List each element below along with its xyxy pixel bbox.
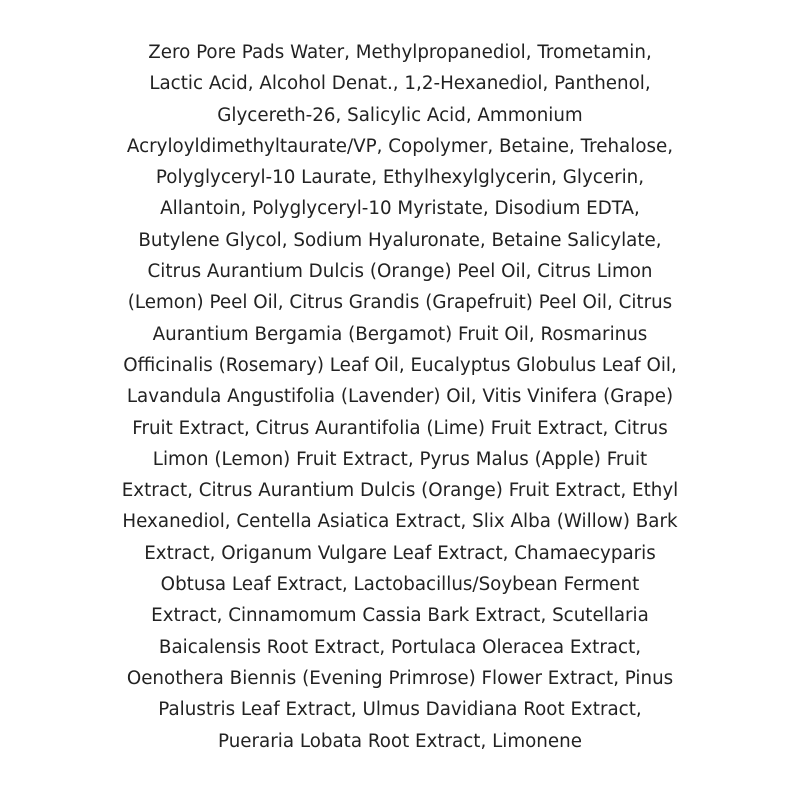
- ingredient-line: (Lemon) Peel Oil, Citrus Grandis (Grapefruit) Peel Oil, Citrus: [127, 292, 673, 314]
- ingredient-line: Hexanediol, Centella Asiatica Extract, Slix Alba (Willow) Bark: [122, 511, 678, 533]
- ingredient-line: Obtusa Leaf Extract, Lactobacillus/Soybean Ferment: [160, 574, 640, 596]
- ingredient-line: Lavandula Angustifolia (Lavender) Oil, Vitis Vinifera (Grape): [126, 386, 674, 408]
- ingredient-line: Limon (Lemon) Fruit Extract, Pyrus Malus (Apple) Fruit: [152, 448, 648, 470]
- ingredient-line: Glycereth-26, Salicylic Acid, Ammonium: [217, 104, 583, 126]
- ingredient-line: Extract, Origanum Vulgare Leaf Extract, Chamaecyparis: [144, 542, 656, 564]
- ingredient-line: Extract, Cinnamomum Cassia Bark Extract, Scutellaria: [151, 605, 649, 627]
- ingredient-list: [0, 37, 800, 757]
- ingredient-line: Pueraria Lobata Root Extract, Limonene: [218, 730, 582, 752]
- ingredient-line: Lactic Acid, Alcohol Denat., 1,2-Hexanediol, Panthenol,: [149, 73, 651, 95]
- ingredient-line: Palustris Leaf Extract, Ulmus Davidiana Root Extract,: [158, 699, 642, 721]
- ingredient-line: Baicalensis Root Extract, Portulaca Oleracea Extract,: [158, 636, 642, 658]
- ingredient-line: Extract, Citrus Aurantium Dulcis (Orange) Fruit Extract, Ethyl: [121, 480, 679, 502]
- ingredient-line: Fruit Extract, Citrus Aurantifolia (Lime) Fruit Extract, Citrus: [132, 417, 668, 439]
- ingredient-line: Butylene Glycol, Sodium Hyaluronate, Betaine Salicylate,: [138, 229, 662, 251]
- ingredient-line: Acryloyldimethyltaurate/VP, Copolymer, Betaine, Trehalose,: [126, 135, 674, 157]
- ingredient-line: Citrus Aurantium Dulcis (Orange) Peel Oil, Citrus Limon: [147, 261, 653, 283]
- ingredient-line: Oenothera Biennis (Evening Primrose) Flower Extract, Pinus: [126, 667, 674, 689]
- ingredient-line: Aurantium Bergamia (Bergamot) Fruit Oil, Rosmarinus: [152, 323, 648, 345]
- ingredient-line: Officinalis (Rosemary) Leaf Oil, Eucalyptus Globulus Leaf Oil,: [123, 354, 677, 376]
- ingredient-line: Polyglyceryl-10 Laurate, Ethylhexylglycerin, Glycerin,: [155, 167, 645, 189]
- ingredient-line: Allantoin, Polyglyceryl-10 Myristate, Disodium EDTA,: [160, 198, 640, 220]
- ingredient-line: Zero Pore Pads Water, Methylpropanediol, Trometamin,: [148, 42, 652, 63]
